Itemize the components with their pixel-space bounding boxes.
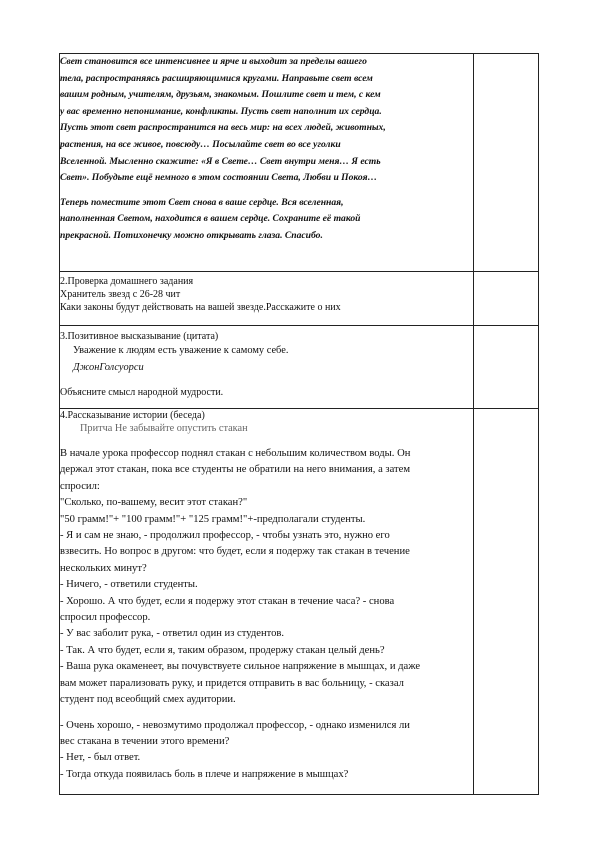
text-line: "50 грамм!"+ "100 грамм!"+ "125 грамм!"+-предполагали студенты. xyxy=(60,513,366,525)
text-line: - Хорошо. А что будет, если я подержу этот стакан в течение часа? - снова xyxy=(60,595,395,607)
text-line: студент под всеобщий смех аудитории. xyxy=(60,694,236,706)
notes-cell xyxy=(474,272,539,326)
notes-cell xyxy=(474,326,539,409)
text-line: вашим родным, учителям, друзьям, знакомым. Пошлите свет и тем, с кем xyxy=(60,89,381,101)
lesson-plan-table xyxy=(59,53,539,795)
quote-author: ДжонГолсуорси xyxy=(73,362,144,373)
table-row xyxy=(60,409,539,795)
story-text-continued xyxy=(60,718,473,784)
quote-task: Объясните смысл народной мудрости. xyxy=(60,387,224,398)
quote-cell xyxy=(60,326,474,409)
text-line: - Очень хорошо, - невозмутимо продолжал профессор, - однако изменился ли xyxy=(60,719,410,731)
homework-line-1: Хранитель звезд с 26-28 чит xyxy=(60,289,181,300)
text-line: тела, распространяясь расширяющимися кругами. Направьте свет всем xyxy=(60,72,373,84)
quote-title: 3.Позитивное высказывание (цитата) xyxy=(60,331,219,342)
text-line: - Ваша рука окаменеет, вы почувствуете сильное напряжение в мышцах, и даже xyxy=(60,661,421,673)
text-line: спросил: xyxy=(60,480,100,492)
table-row xyxy=(60,54,539,272)
text-line: - Нет, - был ответ. xyxy=(60,752,141,764)
text-line: - У вас заболит рука, - ответил один из студентов. xyxy=(60,628,285,640)
text-line: "Сколько, по-вашему, весит этот стакан?" xyxy=(60,497,248,509)
text-line: - Я и сам не знаю, - продолжил профессор, - чтобы узнать это, нужно его xyxy=(60,530,390,542)
table-row xyxy=(60,326,539,409)
notes-cell xyxy=(474,54,539,272)
text-line: - Тогда откуда появилась боль в плече и напряжение в мышцах? xyxy=(60,768,349,780)
story-subtitle: Притча Не забывайте опустить стакан xyxy=(80,423,248,434)
text-line: Свет становится все интенсивнее и ярче и выходит за пределы вашего xyxy=(60,56,367,67)
text-line: - Так. А что будет, если я, таким образом, продержу стакан целый день? xyxy=(60,644,385,656)
text-line: спросил профессор. xyxy=(60,612,151,624)
text-line: вес стакана в течении этого времени? xyxy=(60,735,230,747)
homework-title: 2.Проверка домашнего задания xyxy=(60,276,194,287)
text-line: В начале урока профессор поднял стакан с небольшим количеством воды. Он xyxy=(60,448,411,459)
meditation-cell xyxy=(60,54,474,272)
text-line: держал этот стакан, пока все студенты не обратили на него внимания, а затем xyxy=(60,464,411,476)
story-text xyxy=(60,446,473,709)
text-line: Пусть этот свет распространится на весь мир: на всех людей, животных, xyxy=(60,122,386,134)
story-cell xyxy=(60,409,474,795)
text-line: прекрасной. Потихонечку можно открывать глаза. Спасибо. xyxy=(60,229,323,241)
text-line: Вселенной. Мысленно скажите: «Я в Свете… Свет внутри меня… Я есть xyxy=(60,155,381,167)
text-line: Теперь поместите этот Свет снова в ваше сердце. Вся вселенная, xyxy=(60,196,344,208)
closing-text xyxy=(60,195,473,245)
story-title: 4.Рассказывание истории (беседа) xyxy=(60,410,205,421)
homework-cell xyxy=(60,272,474,326)
meditation-text xyxy=(60,54,473,187)
text-line: - Ничего, - ответили студенты. xyxy=(60,579,198,591)
text-line: у вас временно непонимание, конфликты. Пусть свет наполнит их сердца. xyxy=(60,105,382,117)
text-line: Свет». Побудьте ещё немного в этом состоянии Света, Любви и Покоя… xyxy=(60,172,378,184)
table-row xyxy=(60,272,539,326)
quote-text: Уважение к людям есть уважение к самому себе. xyxy=(73,345,289,356)
notes-cell xyxy=(474,409,539,795)
text-line: вам может парализовать руку, и придется отправить в вас больницу, - сказал xyxy=(60,677,404,689)
text-line: нескольких минут? xyxy=(60,562,147,574)
text-line: взвесить. Но вопрос в другом: что будет, если я подержу так стакан в течение xyxy=(60,546,410,558)
text-line: наполненная Светом, находится в вашем сердце. Сохраните её такой xyxy=(60,213,361,225)
homework-line-2: Каки законы будут действовать на вашей звезде.Расскажите о них xyxy=(60,302,341,313)
text-line: растения, на все живое, повсюду… Посылайте свет во все уголки xyxy=(60,138,341,150)
